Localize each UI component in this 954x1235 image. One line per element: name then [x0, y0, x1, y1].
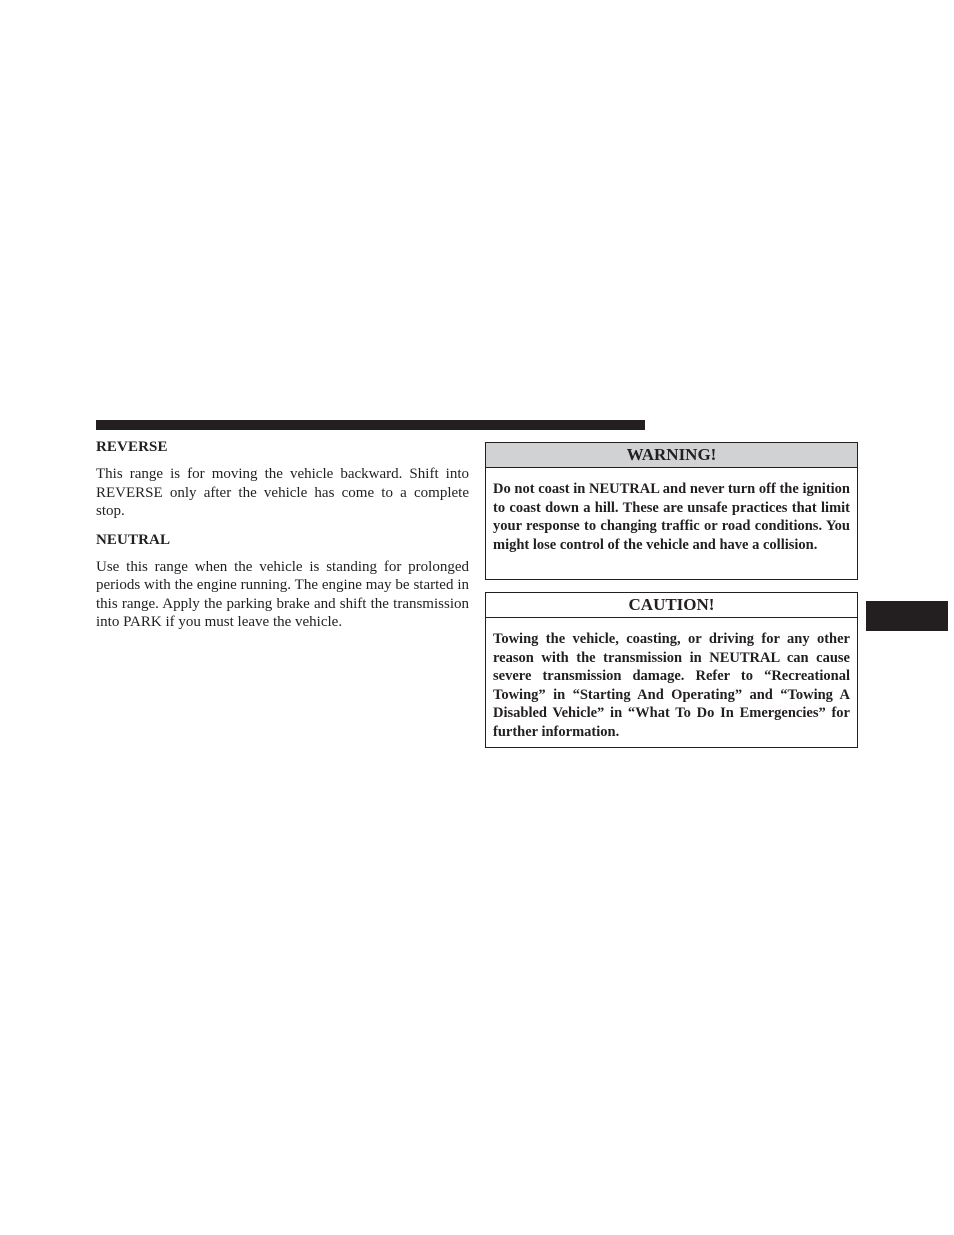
- left-column: [96, 438, 469, 642]
- neutral-paragraph: Use this range when the vehicle is standing for prolonged periods with the engine running. The engine may be started in this range. Apply the parking brake and shift the transmission into PARK if you must leave the vehicle.: [96, 558, 469, 630]
- caution-title: CAUTION!: [486, 593, 857, 618]
- right-column: [485, 442, 858, 748]
- chapter-thumb-tab: [866, 601, 948, 631]
- section-divider-bar: [96, 420, 645, 430]
- warning-box: [485, 442, 858, 580]
- reverse-heading: REVERSE: [96, 439, 168, 455]
- neutral-heading: NEUTRAL: [96, 531, 171, 548]
- warning-title: WARNING!: [486, 443, 857, 468]
- caution-box: [485, 592, 858, 748]
- reverse-paragraph: This range is for moving the vehicle backward. Shift into REVERSE only after the vehicle has come to a complete stop.: [96, 466, 469, 519]
- caution-text: Towing the vehicle, coasting, or driving for any other reason with the transmission in NEUTRAL can cause severe transmission damage. Refer to “Recreational Towing” in “Starting And Operating” and “Towing A Disabled Vehicle” in “What To Do In Emergencies” for further information.: [493, 631, 850, 740]
- warning-text: Do not coast in NEUTRAL and never turn off the ignition to coast down a hill. These are unsafe practices that limit your response to changing traffic or road conditions. You might lose control of the vehicle and have a collision.: [493, 481, 850, 553]
